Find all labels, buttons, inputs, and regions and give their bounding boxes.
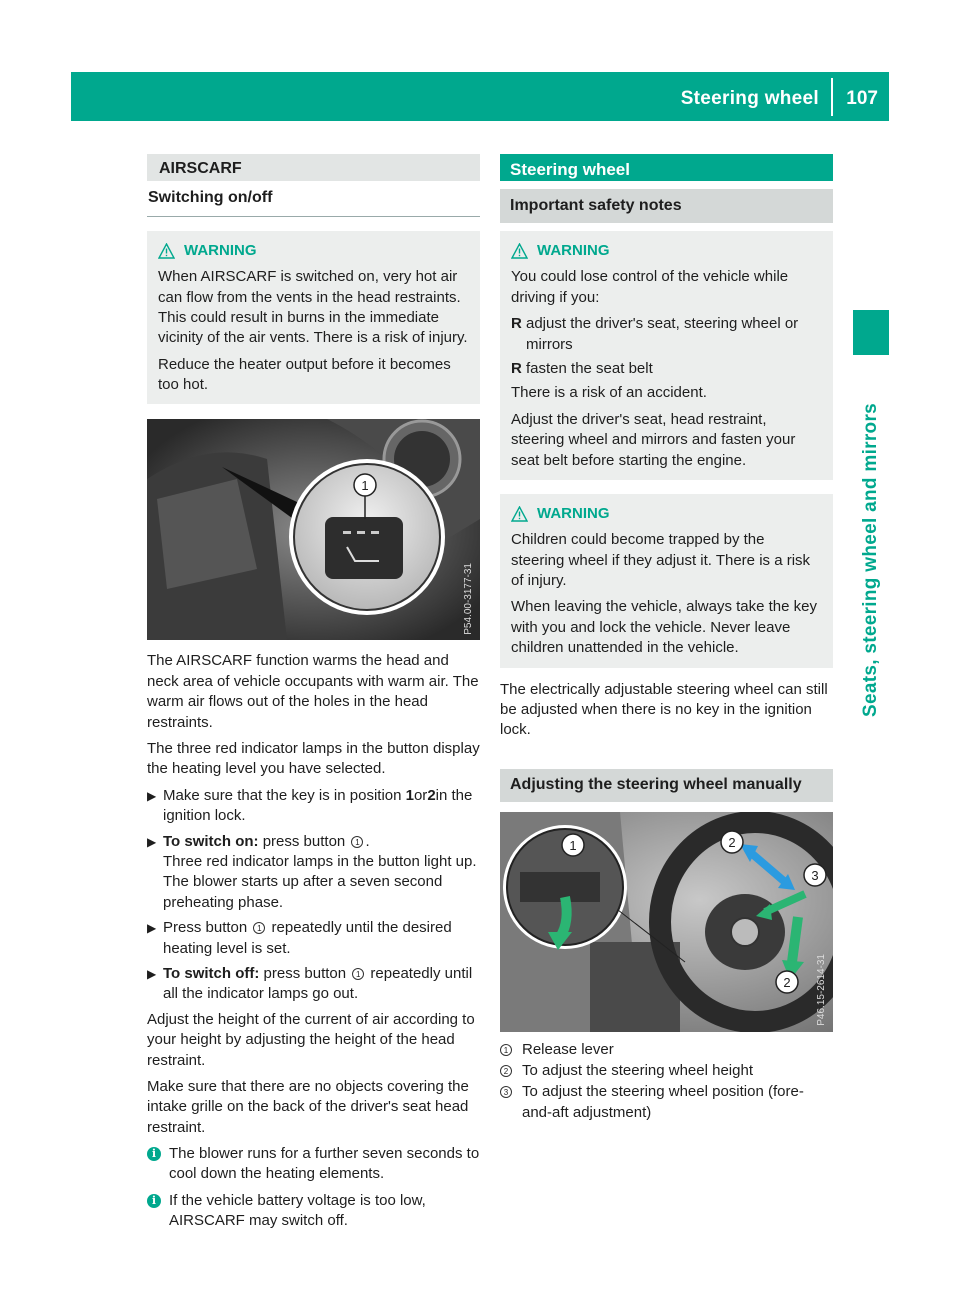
- subsection-heading-adjusting: Adjusting the steering wheel manually: [500, 769, 833, 802]
- warning-text: When leaving the vehicle, always take the key with you and lock the vehicle. Never leave children unattended in the vehicle.: [511, 598, 817, 657]
- callout-1-icon: 1: [351, 836, 363, 848]
- legend: [500, 1040, 833, 1124]
- info-note: i The blower runs for a further seven seconds to cool down the heating elements.: [147, 1144, 480, 1185]
- warning-triangle-icon: [158, 243, 175, 259]
- callout-2: 2: [728, 834, 736, 850]
- page-number: 107: [846, 88, 878, 109]
- subsection-heading-switching: Switching on/off: [147, 181, 480, 217]
- warning-box: [147, 231, 480, 405]
- warning-text: Adjust the driver's seat, head restraint, steering wheel and mirrors and fasten your seat belt before starting the engine.: [511, 410, 796, 469]
- image-code: P54.00-3177-31: [463, 562, 475, 635]
- arrow-icon: ▶: [147, 921, 157, 936]
- warning-text: There is a risk of an accident.: [511, 384, 707, 402]
- chapter-title: Seats, steering wheel and mirrors: [860, 402, 882, 718]
- body-paragraph: The AIRSCARF function warms the head and neck area of vehicle occupants with warm air. The warm air flows out of the holes in the head restraints.: [147, 652, 479, 731]
- info-icon: i: [147, 1194, 161, 1208]
- warning-text: Children could become trapped by the steering wheel if they adjust it. There is a risk of injury.: [511, 531, 811, 590]
- warning-box: [500, 494, 833, 668]
- warning-box: [500, 231, 833, 480]
- section-heading-airscarf: AIRSCARF: [147, 154, 480, 181]
- instruction-step: ▶ To switch off: press button 1 repeatedly until all the indicator lamps go out.: [147, 964, 480, 1005]
- warning-text: Reduce the heater output before it becomes too hot.: [158, 355, 451, 394]
- legend-item: 2 To adjust the steering wheel height: [500, 1061, 833, 1081]
- info-icon: i: [147, 1147, 161, 1161]
- bullet-item: R adjust the driver's seat, steering wheel or mirrors: [511, 315, 799, 353]
- warning-title: WARNING: [537, 504, 610, 522]
- header-divider: [831, 78, 833, 116]
- legend-item: 1 Release lever: [500, 1040, 833, 1060]
- chapter-tab-marker: [853, 310, 889, 355]
- legend-item: 3 To adjust the steering wheel position (fore-and-aft adjustment): [500, 1082, 833, 1123]
- body-paragraph: Make sure that there are no objects covering the intake grille on the back of the driver's seat head restraint.: [147, 1077, 469, 1136]
- page-header-bar: [71, 72, 889, 121]
- section-heading-steering-wheel: Steering wheel: [500, 154, 833, 181]
- warning-triangle-icon: [511, 243, 528, 259]
- bullet-item: R fasten the seat belt: [511, 359, 653, 377]
- body-paragraph: The electrically adjustable steering wheel can still be adjusted when there is no key in the ignition lock.: [500, 680, 828, 739]
- body-paragraph: Adjust the height of the current of air according to your height by adjusting the height of the head restraint.: [147, 1010, 475, 1069]
- callout-3: 3: [811, 867, 819, 883]
- instruction-step: ▶ To switch on: press button 1 . Three red indicator lamps in the button light up. The blower starts up after a seven second preheating phase.: [147, 832, 480, 914]
- warning-text: You could lose control of the vehicle while driving if you:: [511, 268, 789, 306]
- warning-text: When AIRSCARF is switched on, very hot air can flow from the vents in the head restraints. This could result in burns in the immediate vicinity of the air vents. There is a risk of injury.: [158, 268, 468, 347]
- callout-1: 1: [361, 478, 369, 494]
- warning-title: WARNING: [537, 242, 610, 259]
- callout-1-icon: 1: [253, 922, 265, 934]
- callout-1: 1: [569, 837, 577, 853]
- subsection-heading-safety: Important safety notes: [500, 189, 833, 223]
- arrow-icon: ▶: [147, 966, 157, 981]
- warning-title: WARNING: [184, 241, 257, 259]
- steering-wheel-adjust-image: [500, 812, 833, 1032]
- info-note: i If the vehicle battery voltage is too low, AIRSCARF may switch off.: [147, 1191, 480, 1232]
- callout-1-icon: 1: [352, 968, 364, 980]
- airscarf-button-image: [147, 419, 480, 640]
- body-paragraph: The three red indicator lamps in the button display the heating level you have selected.: [147, 740, 480, 778]
- arrow-icon: ▶: [147, 834, 157, 849]
- instruction-step: ▶ Press button 1 repeatedly until the desired heating level is set.: [147, 918, 480, 959]
- header-title: Steering wheel: [680, 88, 819, 109]
- right-column: [500, 154, 833, 1124]
- warning-triangle-icon: [511, 506, 528, 522]
- callout-2: 2: [783, 974, 791, 990]
- instruction-step: ▶ Make sure that the key is in position 1or2in the ignition lock.: [147, 786, 480, 827]
- arrow-icon: ▶: [147, 788, 157, 803]
- image-code: P46.15-2614-31: [816, 953, 828, 1026]
- left-column: [147, 154, 480, 1237]
